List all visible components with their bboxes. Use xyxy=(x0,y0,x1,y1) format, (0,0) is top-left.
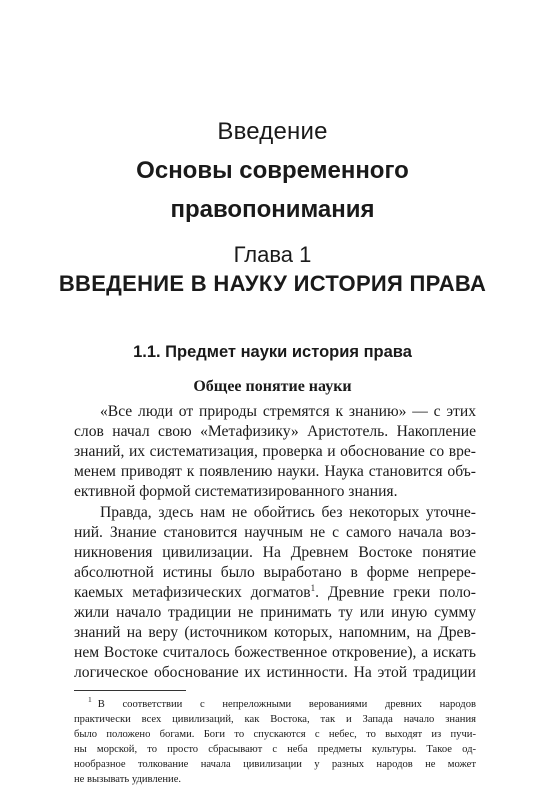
footnote-line: не вызывать удивление. xyxy=(74,774,182,785)
paragraph-2-line: ний. Знание становится научным не с самого начала воз- xyxy=(74,524,476,541)
footnote-line: практически всех цивилизаций, как Востока, так и Запада начало знания xyxy=(74,714,476,725)
paragraph-2-line-with-footnote-ref xyxy=(74,583,476,603)
section-title: 1.1. Предмет науки история права xyxy=(133,343,412,361)
paragraph-1-line: слов начал свою «Метафизику» Аристотель. Накопление xyxy=(74,423,476,440)
footnote-reference[interactable]: 1 xyxy=(310,582,316,593)
paragraph-2-text: каемых метафизических догматов xyxy=(74,584,311,601)
subsection-title: Общее понятие науки xyxy=(193,378,352,395)
paragraph-2-line: знаний на веру (источником которых, напомним, на Древ- xyxy=(74,624,476,641)
paragraph-2-line: логическое обоснование их истинности. На этой традиции xyxy=(74,664,476,681)
footnote-divider xyxy=(74,690,186,691)
paragraph-2-text: . Древние греки поло- xyxy=(315,584,476,601)
paragraph-1-line: «Все люди от природы стремятся к знанию» — с этих xyxy=(100,403,476,420)
paragraph-1-line: менем приводят к появлению науки. Наука становится объ- xyxy=(74,463,476,480)
footnote-line xyxy=(88,697,476,712)
paragraph-2-line: никновения цивилизации. На Древнем Востоке понятие xyxy=(74,544,476,561)
footnote-text: В соответствии с непреложными верованиями древних народов xyxy=(97,699,476,710)
part-title-line-2: правопонимания xyxy=(170,196,375,223)
part-title-line-1: Основы современного xyxy=(136,157,409,184)
paragraph-2-line: нем Востоке считалось божественное откровение), а искать xyxy=(74,644,476,661)
chapter-title: ВВЕДЕНИЕ В НАУКУ ИСТОРИЯ ПРАВА xyxy=(58,271,487,296)
intro-label: Введение xyxy=(217,118,328,145)
paragraph-1-line: ективной формой систематизированного знания. xyxy=(74,483,398,500)
paragraph-2-line: Правда, здесь нам не обойтись без некоторых уточне- xyxy=(100,504,476,521)
paragraph-1-line: знаний, их систематизация, проверка и обоснование со вре- xyxy=(74,443,476,460)
footnote-number: 1 xyxy=(88,695,92,705)
footnote-line: нообразное толкование начала цивилизации у разных народов не может xyxy=(74,759,476,770)
footnote-line: было положено богами. Боги то спускаются с небес, то выходят из пучи- xyxy=(74,729,476,740)
paragraph-2-line: абсолютной истины было выработано в форме непрере- xyxy=(74,564,476,581)
chapter-label: Глава 1 xyxy=(233,242,312,267)
paragraph-2-line: жили начало традиции не принимать ту или иную сумму xyxy=(74,604,476,621)
footnote-line: ны морской, то просто сбрасывают с неба предметы культуры. Такое од- xyxy=(74,744,476,755)
